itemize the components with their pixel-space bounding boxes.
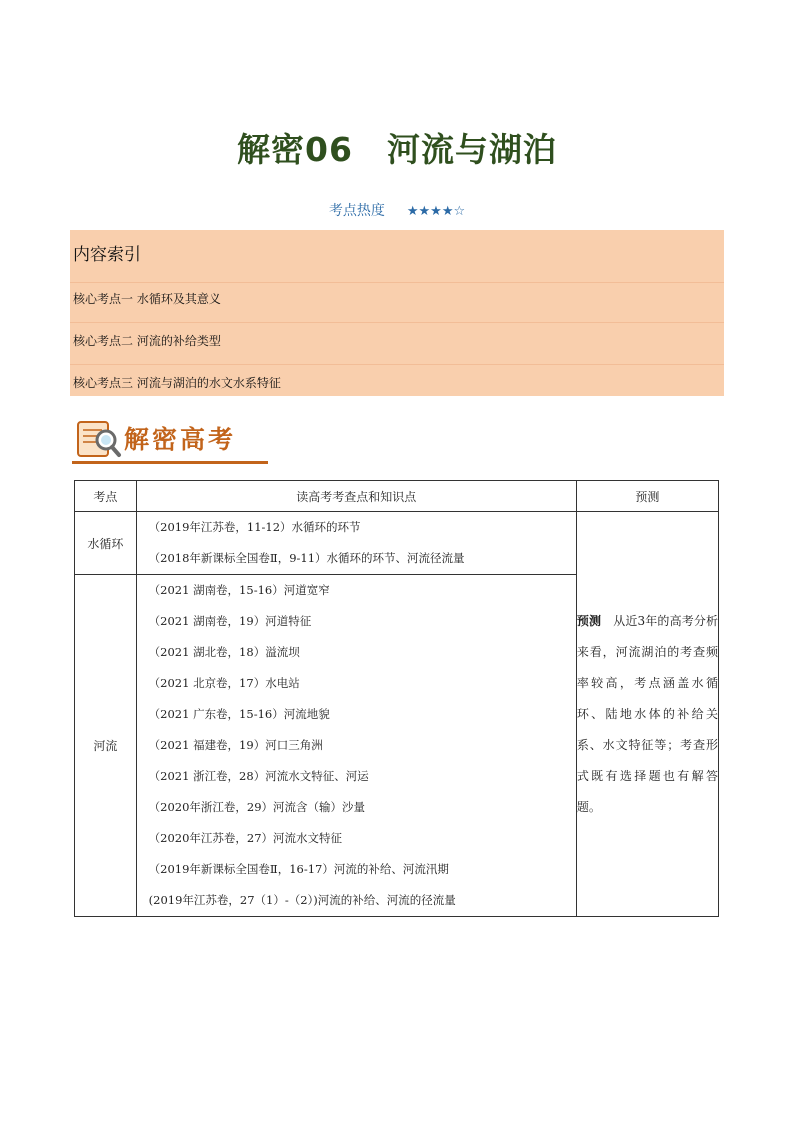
table-row (75, 512, 719, 575)
section-banner (72, 414, 268, 464)
heat-rating (0, 200, 794, 220)
point-item: （2021 湖南卷，19）河道特征 (148, 614, 312, 628)
index-divider (70, 322, 724, 323)
heat-stars: ★★★★☆ (406, 204, 466, 219)
point-item: （2021 湖北卷，18）溢流坝 (148, 645, 300, 659)
point-item: （2021 福建卷，19）河口三角洲 (148, 738, 323, 752)
index-item[interactable]: 核心考点三 河流与湖泊的水文水系特征 (73, 376, 281, 390)
header-prediction: 预测 (576, 481, 718, 512)
index-divider (70, 364, 724, 365)
banner-text: 解密高考 (124, 425, 237, 454)
prediction-cell (576, 512, 718, 917)
header-topic: 考点 (75, 481, 137, 512)
prediction-text: 从近3年的高考分析来看，河流湖泊的考查频率较高，考点涵盖水循环、陆地水体的补给关系、水文特征等；考查形式既有选择题也有解答题。 (576, 613, 718, 814)
point-item: （2021 北京卷，17）水电站 (148, 676, 300, 690)
index-item[interactable]: 核心考点一 水循环及其意义 (73, 292, 221, 306)
point-item: （2020年江苏卷，27）河流水文特征 (148, 831, 343, 845)
point-item: （2020年浙江卷，29）河流含（输）沙量 (148, 800, 366, 814)
prediction-label: 预测 (576, 613, 602, 628)
point-item: （2019年新课标全国卷Ⅱ，16-17）河流的补给、河流汛期 (148, 862, 449, 876)
index-divider (70, 282, 724, 283)
exam-points-table (74, 480, 719, 917)
content-index (70, 230, 724, 396)
index-item[interactable]: 核心考点二 河流的补给类型 (73, 334, 221, 348)
page-title: 解密06 河流与湖泊 (237, 130, 557, 169)
heat-label: 考点热度 (328, 203, 385, 219)
point-item: （2021 广东卷，15-16）河流地貌 (148, 707, 330, 721)
point-item: （2021 浙江卷，28）河流水文特征、河运 (148, 769, 369, 783)
topic-cell: 河流 (75, 575, 137, 917)
point-item: （2018年新课标全国卷Ⅱ，9-11）水循环的环节、河流径流量 (148, 551, 465, 565)
points-cell (136, 575, 576, 917)
point-item: （2019年江苏卷，11-12）水循环的环节 (148, 520, 361, 534)
topic-cell: 水循环 (75, 512, 137, 575)
header-points: 读高考考查点和知识点 (136, 481, 576, 512)
magnifier-notebook-icon (74, 416, 122, 460)
point-item: (2019年江苏卷，27（1）-（2）)河流的补给、河流的径流量 (148, 893, 456, 907)
points-cell (136, 512, 576, 575)
table-header-row (75, 481, 719, 512)
point-item: （2021 湖南卷，15-16）河道宽窄 (148, 583, 330, 597)
banner-underline (72, 461, 268, 464)
index-heading: 内容索引 (73, 245, 141, 265)
